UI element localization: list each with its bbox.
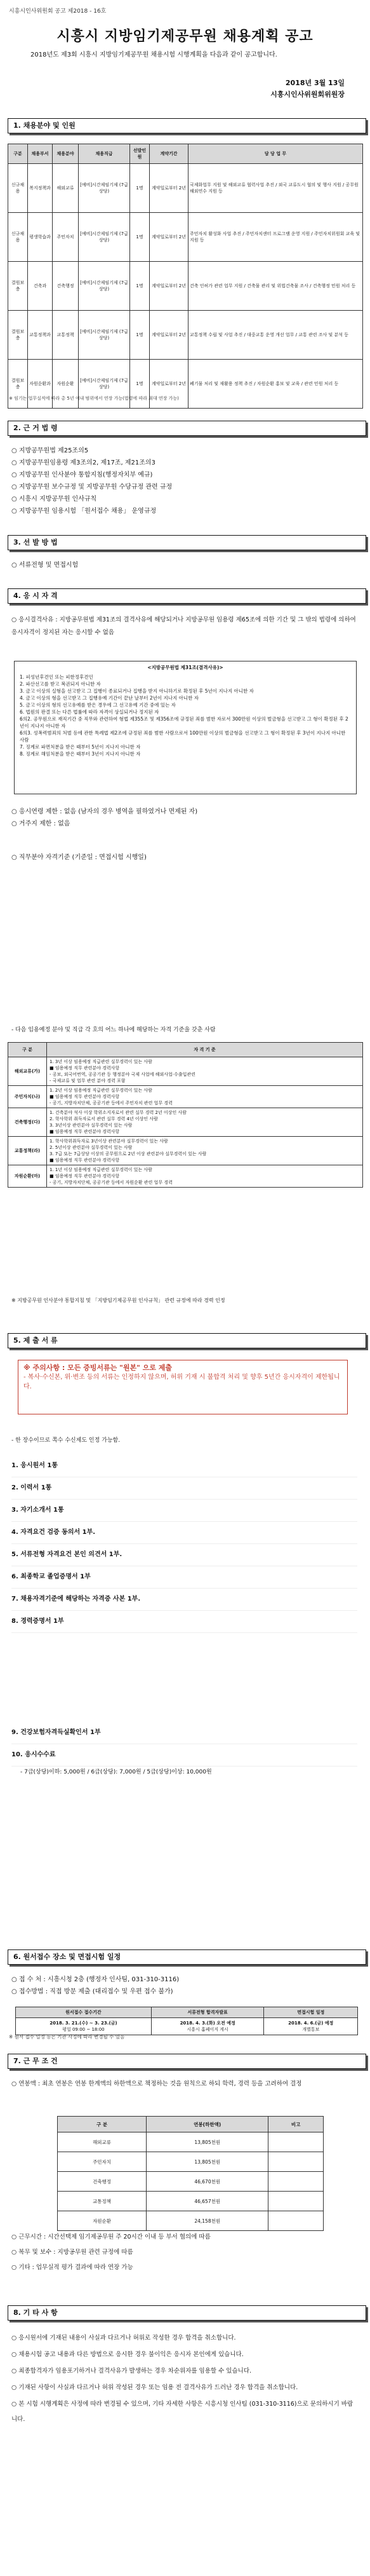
table-cell (47, 1086, 363, 1108)
table-header: 면접시험 일정 (264, 2007, 358, 2018)
list-item: 6. 최종학교 졸업증명서 1부 (11, 1566, 357, 1589)
table-cell (264, 2018, 358, 2035)
list-item: 4. 금고 이상의 형을 선고받고 그 집행유예 기간이 끝난 날부터 2년이 지나지 아니한 자 (20, 695, 199, 701)
table-cell: 신규채용 (8, 213, 28, 262)
list-item: 2. 이력서 1통 (11, 1477, 357, 1500)
method-list (11, 559, 357, 571)
schedule-list (11, 1974, 357, 1998)
section-heading-4 (8, 588, 366, 604)
table-cell (268, 2132, 324, 2152)
table-cell: 주민자치 활성화 사업 추진 / 주민자치센터 프로그램 운영 지원 / 주민자치위원회 교육 및 지원 등 (188, 213, 363, 262)
section-3-label: 3. 선 발 방 법 (13, 538, 58, 546)
table-header: 서류전형 합격자발표 (151, 2007, 264, 2018)
table-cell: 결원보충 (8, 360, 28, 409)
table-cell: 자원순환(마) (8, 1165, 47, 1188)
table-row (8, 213, 363, 262)
cell-line: 1. 학사학위취득자로 3년이상 관련분야 실무경력이 있는 사람 (50, 1139, 168, 1144)
cell-line: - 국제교류 및 업무 관련 분야 경력 포함 (50, 1078, 126, 1083)
table-row (16, 2018, 358, 2035)
table-header: 담 당 업 무 (188, 144, 363, 164)
table-row (8, 1137, 363, 1165)
table-row (8, 1165, 363, 1188)
table-cell: 계약일로부터 2년 (150, 311, 188, 360)
cell-line: ■ 임용예정 직무 관련분야 경력사항 (50, 1129, 120, 1134)
duty-hours: ○ 근무시간 : 시간선택제 임기제공무원 주 20시간 이내 등 부서 협의에 따름 (11, 2234, 211, 2240)
list-item: ○ 지방공무원법 제25조의5 (11, 447, 89, 454)
cell-line: 2. 5년이상 관련분야 실무경력이 있는 사람 (50, 1145, 133, 1150)
cell-line: 1. 2년 이상 임용예정 직급관련 실무경력이 있는 사람 (50, 1088, 152, 1093)
section-heading-3 (8, 535, 366, 550)
document-list (11, 1455, 357, 1778)
table-header: 자 격 기 준 (47, 1043, 363, 1057)
table-row (58, 2172, 324, 2192)
qualification-table (8, 1042, 363, 1188)
table-row (58, 2132, 324, 2152)
section-4-label: 4. 응 시 자 격 (13, 592, 58, 600)
table-row (8, 1108, 363, 1137)
section-6-label: 6. 원서접수 장소 및 면접시험 일정 (13, 1953, 121, 1961)
table-cell: 건축과 (28, 262, 53, 311)
table-note: ※ 임기는 업무실적에 따라 총 5년 이내 범위에서 연장 가능(법령에 따라 최대 연장 가능) (9, 396, 179, 401)
table-cell: 계약일로부터 2년 (150, 262, 188, 311)
table-cell (47, 1057, 363, 1086)
table-cell: 1명 (130, 311, 150, 360)
table-cell: 교통정책 (53, 311, 79, 360)
cell-value: 2018. 4. 3.(화) 오전 예정 (180, 2021, 235, 2026)
fee-detail: - 7급(상당)이하: 5,000원 / 6급(상당): 7,000원 / 5급(상당)이상: 10,000원 (20, 1769, 212, 1775)
notice-date-block (270, 78, 345, 100)
notice-body: - 복사·수신본, 위·변조 등의 서류는 인정하지 않으며, 허위 기재 시 불합격 처리 및 향후 5년간 응시자격이 제한됩니다. (23, 1374, 340, 1390)
list-item: 3. 금고 이상의 실형을 선고받고 그 집행이 종료되거나 집행을 받지 아니하기로 확정된 후 5년이 지나지 아니한 자 (20, 688, 254, 694)
cell-value: 2018. 4. 6.(금) 예정 (288, 2021, 334, 2026)
cell-line: - 공보, 외국어번역, 공공기관 등 행정분야 국제 사업에 해외사업·수출입관련 (50, 1072, 195, 1077)
disqualification-box (14, 661, 357, 794)
list-item: 1. 응시원서 1통 (11, 1455, 357, 1477)
conditions-list (11, 2230, 357, 2276)
list-item: 6의3. 성폭력범죄의 처벌 등에 관한 특례법 제2조에 규정된 죄를 범한 사람으로서 100만원 이상의 벌금형을 선고받고 그 형이 확정된 후 3년이 지나지 아니한 사람 (20, 730, 346, 743)
list-item: 8. 경력증명서 1부 (11, 1611, 357, 1633)
notice-number: 시흥시인사위원회 공고 제2018 - 16호 (9, 8, 107, 15)
table-header: 구 분 (8, 1043, 47, 1057)
cell-line: - 공기, 지방자치단체, 공공기관 등에서 주민자치 관련 업무 경력 (50, 1101, 173, 1106)
table-cell (47, 1165, 363, 1188)
cell-line: 1. 건축분야 석사 이상 학위소지자로서 관련 실무 경력 2년 이상인 사람 (50, 1110, 187, 1115)
table-cell: 국제화업무 지원 및 해외교류 협력사업 추진 / 외국 교류도시 협의 및 행사 지원 / 공무원 해외연수 지원 등 (188, 164, 363, 213)
salary-intro: ○ 연봉액 : 최초 연봉은 연봉 한계액의 하한액으로 책정하는 것을 원칙으로 하되 학력, 경력 등을 고려하여 결정 (11, 2080, 302, 2087)
cell-line: ■ 임용예정 직무 관련분야 경력사항 (50, 1094, 120, 1099)
qualification-note: ※ 지방공무원 인사분야 통합지침 및 「지방임기제공무원 인사규칙」 관련 규정에 따라 경력 인정 (11, 1298, 225, 1303)
table-cell: 폐기물 처리 및 재활용 정책 추진 / 자원순환 홍보 및 교육 / 관련 민원 처리 등 (188, 360, 363, 409)
table-cell: 주민자치 (58, 2152, 147, 2172)
list-item: ○ 시흥시 지방공무원 인사규칙 (11, 496, 97, 503)
schedule-table (15, 2007, 358, 2035)
table-cell: 교통정책(라) (8, 1137, 47, 1165)
table-cell (47, 1137, 363, 1165)
section-heading-5 (8, 1333, 366, 1348)
table-cell: 1명 (130, 360, 150, 409)
table-header: 연봉(하한액) (147, 2117, 268, 2132)
list-item: 2. 파산선고를 받고 복권되지 아니한 자 (20, 681, 101, 687)
table-header: 채용직급 (79, 144, 130, 164)
list-item: 6. 법원의 판결 또는 다른 법률에 따라 자격이 상실되거나 정지된 자 (20, 709, 159, 715)
table-row (8, 311, 363, 360)
cell-line: ■ 임용예정 직무 관련분야 경력사항 (50, 1174, 120, 1179)
table-cell: 해외교류(가) (8, 1057, 47, 1086)
table-cell: 자원순환 (53, 360, 79, 409)
table-cell: 해외교류 (58, 2132, 147, 2152)
table-cell: 계약일로부터 2년 (150, 213, 188, 262)
lead-text: 2018년도 제3회 시흥시 지방임기제공무원 채용시험 시행계획을 다음과 같이 공고합니다. (30, 51, 277, 58)
table-cell: 자원순환 (58, 2211, 147, 2231)
table-cell: [예비]시간제임기제 (7급상당) (79, 262, 130, 311)
grade-req-text: ○ 직무분야 자격기준 (기준일 : 면접시험 시행일) (11, 854, 147, 861)
cell-line: ■ 임용예정 직무 관련분야 경력사항 (50, 1066, 120, 1071)
list-item: ○ 서류전형 및 면접시험 (11, 562, 79, 569)
table-intro: - 다음 임용예정 분야 및 직급 각 호의 어느 하나에 해당하는 자격 기준을 갖춘 사람 (11, 1027, 216, 1033)
section-5-label: 5. 제 출 서 류 (13, 1336, 58, 1345)
section-heading-1 (8, 118, 366, 133)
table-cell: [예비]시간제임기제 (7급상당) (79, 164, 130, 213)
table-cell: [예비]시간제임기제 (7급상당) (79, 311, 130, 360)
table-cell (47, 1108, 363, 1137)
section-1-label: 1. 채용분야 및 인원 (13, 121, 76, 130)
grade-requirement (11, 851, 357, 864)
residence-limit: ○ 거주지 제한 : 없음 (11, 820, 70, 827)
table-cell: 건축 인허가 관련 업무 지원 / 건축물 관리 및 위법건축물 조사 / 건축행정 민원 처리 등 (188, 262, 363, 311)
table-cell: 교통정책과 (28, 311, 53, 360)
list-item: 5. 서류전형 자격요건 본인 의견서 1부. (11, 1544, 357, 1566)
disqualification-list (20, 674, 351, 757)
table-cell: 13,805천원 (147, 2152, 268, 2172)
section-heading-8 (8, 2305, 366, 2321)
table-cell (268, 2192, 324, 2211)
table-cell (268, 2172, 324, 2192)
etc-list (11, 2331, 357, 2429)
table-cell: 건축행정(다) (8, 1108, 47, 1137)
table-cell: 해외교류 (53, 164, 79, 213)
table-header: 채용분야 (53, 144, 79, 164)
section-7-label: 7. 근 무 조 건 (13, 2057, 58, 2065)
page-title: 시흥시 지방임기제공무원 채용계획 공고 (56, 29, 314, 44)
table-cell: 건축행정 (58, 2172, 147, 2192)
table-header: 비고 (268, 2117, 324, 2132)
table-header-row (58, 2117, 324, 2132)
table-cell: 결원보충 (8, 262, 28, 311)
list-item: 4. 자격요건 검증 동의서 1부. (11, 1522, 357, 1544)
table-header-row (16, 2007, 358, 2018)
table-row (8, 1086, 363, 1108)
list-item: 1. 피성년후견인 또는 피한정후견인 (20, 674, 93, 680)
list-item: ○ 복무 및 보수 : 지방공무원 관련 규정에 따름 (11, 2249, 133, 2256)
list-item: 7. 징계로 파면처분을 받은 때부터 5년이 지나지 아니한 자 (20, 744, 141, 750)
table-cell: 1명 (130, 164, 150, 213)
list-item: ○ 채용시험 공고 내용과 다른 방법으로 응시한 경우 불이익은 응시자 본인에게 있습니다. (11, 2351, 244, 2358)
table-cell: 결원보충 (8, 311, 28, 360)
document-notice-box (18, 1360, 348, 1414)
list-item: 7. 채용자격기준에 해당하는 자격증 사본 1부. (11, 1589, 357, 1611)
table-cell: 교통정책 (58, 2192, 147, 2211)
table-cell (151, 2018, 264, 2035)
cell-line: - 공기, 지방자치단체, 공공기관 등에서 자원순환 관련 업무 경력 (50, 1180, 173, 1185)
section-heading-2 (8, 421, 366, 436)
table-cell: 평생학습과 (28, 213, 53, 262)
section-8-label: 8. 기 타 사 항 (13, 2308, 58, 2317)
list-item: 9. 건강보험자격득실확인서 1부 (11, 1722, 357, 1744)
qualification-list (11, 806, 357, 830)
table-cell: 교통정책 수립 및 사업 추진 / 대중교통 운영 개선 업무 / 교통 관련 조사 및 분석 등 (188, 311, 363, 360)
cell-sub: 시흥시 홈페이지 게시 (187, 2027, 228, 2032)
table-cell: 주민자치 (53, 213, 79, 262)
table-header-row (8, 1043, 363, 1057)
schedule-note: ※ 원서 접수 일정 등은 기관 사정에 따라 변경될 수 있음 (9, 2034, 125, 2040)
cell-line: 1. 3년 이상 임용예정 직급관련 실무경력이 있는 사람 (50, 1059, 152, 1064)
table-header-row (8, 144, 363, 164)
table-cell: 46,670천원 (147, 2172, 268, 2192)
list-item: ○ 응시원서에 기재된 내용이 사실과 다르거나 허위로 작성한 경우 합격을 취소합니다. (11, 2335, 236, 2342)
list-item: ○ 지방공무원 임용시험 「원서접수 채용」 운영규정 (11, 508, 157, 515)
list-item: 5. 금고 이상의 형의 선고유예를 받은 경우에 그 선고유예 기간 중에 있는 자 (20, 702, 176, 708)
table-cell: [예비]시간제임기제 (7급상당) (79, 360, 130, 409)
list-item: 3. 자기소개서 1통 (11, 1500, 357, 1522)
notice-date: 2018년 3월 13일 (285, 79, 345, 87)
list-item: ○ 지방공무원임용령 제3조의2, 제17조, 제21조의3 (11, 459, 155, 466)
table-row (58, 2192, 324, 2211)
table-cell: 46,657천원 (147, 2192, 268, 2211)
list-item: 10. 응시수수료 (11, 1744, 357, 1766)
cell-sub: 개별통보 (302, 2027, 320, 2032)
issuing-org: 시흥시인사위원회위원장 (270, 90, 345, 98)
list-item: ○ 최종합격자가 임용포기하거나 결격사유가 발생하는 경우 차순위자를 임용할 수 있습니다. (11, 2368, 252, 2375)
age-limit: ○ 응시연령 제한 : 없음 (남자의 경우 병역을 필하였거나 면제된 자) (11, 808, 198, 815)
table-header: 원서접수 접수기간 (16, 2007, 152, 2018)
table-row (58, 2211, 324, 2231)
cell-value: 2018. 3. 21.(수) ~ 3. 23.(금) (50, 2021, 117, 2026)
table-header: 계약기간 (150, 144, 188, 164)
table-cell: 1명 (130, 262, 150, 311)
documents-intro: - 한 장수이므로 쪽수 수신제도 인정 가능함. (11, 1437, 121, 1444)
box-title: <지방공무원법 제31조(결격사유)> (147, 665, 223, 670)
table-cell: 건축행정 (53, 262, 79, 311)
section-heading-7 (8, 2054, 366, 2069)
list-item: ○ 기타 : 업무실적 평가 결과에 따라 연장 가능 (11, 2264, 133, 2271)
recruitment-table (8, 144, 363, 409)
section-2-label: 2. 근 거 법 령 (13, 424, 58, 432)
table-row (8, 164, 363, 213)
table-cell: 1명 (130, 213, 150, 262)
notice-title: ※ 주의사항 : 모든 증빙서류는 "원본" 으로 제출 (23, 1364, 173, 1372)
table-cell (16, 2018, 152, 2035)
table-cell: 계약일로부터 2년 (150, 164, 188, 213)
salary-table (57, 2116, 324, 2231)
table-cell: 13,805천원 (147, 2132, 268, 2152)
list-item: 6의2. 공무원으로 재직기간 중 직무와 관련하여 형법 제355조 및 제356조에 규정된 죄를 범한 자로서 300만원 이상의 벌금형을 선고받고 그 형이 확정된 후 2년이 지나지 아니한 자 (20, 716, 348, 729)
cell-line: 3. 3년이상 관련분야 실무경력이 있는 사람 (50, 1123, 133, 1128)
table-cell (268, 2211, 324, 2231)
list-item: ○ 지방공무원 인사분야 통합지침(행정자치부 예규) (11, 471, 153, 478)
list-item: ○ 지방공무원 보수규정 및 지방공무원 수당규정 관련 규정 (11, 484, 173, 491)
table-cell: 자원순환과 (28, 360, 53, 409)
table-header: 구분 (8, 144, 28, 164)
qualification-intro: ○ 응시결격사유 : 지방공무원법 제31조의 결격사유에 해당되거나 지방공무원 임용령 제65조에 의한 기간 및 그 밖의 법령에 의하여 응시자격이 정지된 자는 응시할 수 없음 (11, 616, 356, 636)
table-row (8, 1057, 363, 1086)
table-cell: 주민자치(나) (8, 1086, 47, 1108)
table-cell: 신규채용 (8, 164, 28, 213)
application-place: ○ 접 수 처 : 시흥시청 2층 (행정자 인사팀, 031-310-3116) (11, 1976, 180, 1983)
table-header: 구 분 (58, 2117, 147, 2132)
list-item: ○ 본 시험 시행계획은 사정에 따라 변경될 수 있으며, 기타 자세한 사항은 시흥시청 인사팀 (031-310-3116)으로 문의하시기 바랍니다. (11, 2401, 353, 2423)
table-header: 채용부서 (28, 144, 53, 164)
list-item: 8. 징계로 해임처분을 받은 때부터 3년이 지나지 아니한 자 (20, 751, 141, 757)
table-cell: [예비]시간제임기제 (7급상당) (79, 213, 130, 262)
table-cell (268, 2152, 324, 2172)
table-header: 선발인원 (130, 144, 150, 164)
section-heading-6 (8, 1949, 366, 1965)
cell-line: 3. 7급 또는 7급상당 이상의 공무원으로 2년 이상 관련분야 실무경력이 있는 사람 (50, 1151, 207, 1156)
cell-sub: 평일 09:00 ~ 18:00 (62, 2027, 105, 2032)
cell-line: 2. 학사학위 취득자로서 관련 실무 경력 4년 이상인 사람 (50, 1116, 158, 1122)
table-cell: 계약일로부터 2년 (150, 360, 188, 409)
table-row (58, 2152, 324, 2172)
cell-line: ■ 임용예정 직무 관련분야 경력사항 (50, 1158, 120, 1163)
table-cell: 24,158천원 (147, 2211, 268, 2231)
application-method: ○ 접수방법 : 직접 방문 제출 (대리접수 및 우편 접수 불가) (11, 1988, 173, 1995)
law-list (11, 445, 357, 517)
table-cell: 복지정책과 (28, 164, 53, 213)
list-item: ○ 기재된 사항이 사실과 다르거나 허위 작성된 경우 또는 임용 전 결격사유가 드러난 경우 합격을 취소합니다. (11, 2384, 298, 2391)
table-row (8, 262, 363, 311)
cell-line: 1. 1년 이상 임용예정 직급관련 실무경력이 있는 사람 (50, 1167, 152, 1172)
